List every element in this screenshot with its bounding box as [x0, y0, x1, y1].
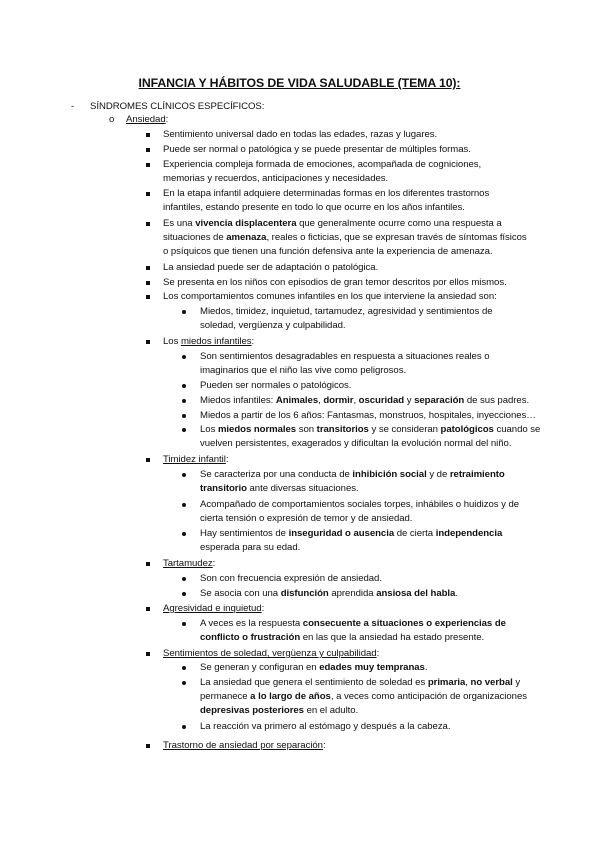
- round-bullet: [182, 428, 186, 432]
- sub-list-item-continuation: cierta tensión o expresión de temor y de ansiedad.: [200, 513, 413, 524]
- section-heading: SÍNDROMES CLÍNICOS ESPECÍFICOS:: [90, 101, 265, 112]
- round-bullet: [182, 414, 186, 418]
- sub-list-item: Se caracteriza por una conducta de inhibición social y de retraimiento: [200, 469, 505, 480]
- sub-list-item: Acompañado de comportamientos sociales torpes, inhábiles o huidizos y de: [200, 499, 520, 510]
- square-bullet: [146, 133, 150, 137]
- square-bullet: [146, 744, 150, 748]
- sub-list-item: A veces es la respuesta consecuente a situaciones o experiencias de: [200, 618, 506, 629]
- subsection-heading: Ansiedad:: [126, 114, 169, 125]
- sub-list-item-continuation: vuelven persistentes, exagerados y dificultan la evolución normal del niño.: [200, 438, 512, 449]
- sub-list-item-continuation: transitorio ante diversas situaciones.: [200, 483, 359, 494]
- sub-list-item: Miedos a partir de los 6 años: Fantasmas, monstruos, hospitales, inyecciones…: [200, 410, 536, 421]
- round-bullet: [182, 384, 186, 388]
- list-item-heading: Trastorno de ansiedad por separación:: [163, 740, 326, 751]
- round-bullet: [182, 503, 186, 507]
- list-item-continuation: situaciones de amenaza, reales o ficticias, que se expresan través de síntomas físicos: [163, 232, 527, 243]
- round-bullet: [182, 622, 186, 626]
- sub-list-item: Miedos infantiles: Animales, dormir, oscuridad y separación de sus padres.: [200, 395, 530, 406]
- sub-list-item: Miedos, timidez, inquietud, tartamudez, agresividad y sentimientos de: [200, 306, 493, 317]
- circle-bullet: o: [109, 114, 115, 125]
- sub-list-item: Son sentimientos desagradables en respuesta a situaciones reales o: [200, 351, 490, 362]
- round-bullet: [182, 666, 186, 670]
- square-bullet: [146, 281, 150, 285]
- list-item-heading: Sentimientos de soledad, vergüenza y culpabilidad:: [163, 648, 380, 659]
- round-bullet: [182, 399, 186, 403]
- round-bullet: [182, 725, 186, 729]
- round-bullet: [182, 355, 186, 359]
- list-item-heading: Tartamudez:: [163, 558, 216, 569]
- list-item: Se presenta en los niños con episodios de gran temor descritos por ellos mismos.: [163, 277, 507, 288]
- sub-list-item-continuation: imaginarios que el niño las vive como peligrosos.: [200, 365, 407, 376]
- list-item-continuation: o psíquicos que tienen una función defensiva ante la experiencia de amenaza.: [163, 246, 493, 257]
- sub-list-item: Se asocia con una disfunción aprendida ansiosa del habla.: [200, 588, 458, 599]
- list-item-heading: Agresividad e inquietud:: [163, 603, 265, 614]
- list-item-heading: Los miedos infantiles:: [163, 336, 255, 347]
- round-bullet: [182, 577, 186, 581]
- list-item-continuation: infantiles, estando presente en todo lo que ocurre en los años infantiles.: [163, 202, 465, 213]
- document-title: INFANCIA Y HÁBITOS DE VIDA SALUDABLE (TEMA 10):: [138, 76, 461, 90]
- round-bullet: [182, 681, 186, 685]
- square-bullet: [146, 192, 150, 196]
- square-bullet: [146, 148, 150, 152]
- list-item: Experiencia compleja formada de emociones, acompañada de cogniciones,: [163, 159, 482, 170]
- list-item: Los comportamientos comunes infantiles en los que interviene la ansiedad son:: [163, 291, 497, 302]
- square-bullet: [146, 295, 150, 299]
- sub-list-item-continuation: soledad, vergüenza y culpabilidad.: [200, 320, 346, 331]
- list-item-heading: Timidez infantil:: [163, 454, 229, 465]
- sub-list-item-continuation: esperada para su edad.: [200, 542, 301, 553]
- sub-list-item: La ansiedad que genera el sentimiento de soledad es primaria, no verbal y: [200, 677, 521, 688]
- square-bullet: [146, 222, 150, 226]
- round-bullet: [182, 473, 186, 477]
- sub-list-item: Los miedos normales son transitorios y se consideran patológicos cuando se: [200, 424, 541, 435]
- sub-list-item: Pueden ser normales o patológicos.: [200, 380, 352, 391]
- sub-list-item: Son con frecuencia expresión de ansiedad.: [200, 573, 382, 584]
- list-item: Puede ser normal o patológica y se puede presentar de múltiples formas.: [163, 144, 471, 155]
- round-bullet: [182, 532, 186, 536]
- list-item: Es una vivencia displacentera que generalmente ocurre como una respuesta a: [163, 218, 502, 229]
- square-bullet: [146, 562, 150, 566]
- sub-list-item: Se generan y configuran en edades muy tempranas.: [200, 662, 428, 673]
- square-bullet: [146, 607, 150, 611]
- list-item: En la etapa infantil adquiere determinadas formas en los diferentes trastornos: [163, 188, 490, 199]
- sub-list-item-continuation: permanece a lo largo de años, a veces como anticipación de organizaciones: [200, 691, 527, 702]
- round-bullet: [182, 592, 186, 596]
- round-bullet: [182, 310, 186, 314]
- square-bullet: [146, 652, 150, 656]
- list-item-continuation: memorias y recuerdos, anticipaciones y necesidades.: [163, 173, 389, 184]
- list-item: Sentimiento universal dado en todas las edades, razas y lugares.: [163, 129, 438, 140]
- sub-list-item-continuation: depresivas posteriores en el adulto.: [200, 705, 359, 716]
- sub-list-item-continuation: conflicto o frustración en las que la ansiedad ha estado presente.: [200, 632, 485, 643]
- square-bullet: [146, 458, 150, 462]
- square-bullet: [146, 340, 150, 344]
- dash-bullet: -: [71, 101, 75, 112]
- sub-list-item: Hay sentimientos de inseguridad o ausencia de cierta independencia: [200, 528, 503, 539]
- sub-list-item: La reacción va primero al estómago y después a la cabeza.: [200, 721, 451, 732]
- square-bullet: [146, 266, 150, 270]
- square-bullet: [146, 163, 150, 167]
- list-item: La ansiedad puede ser de adaptación o patológica.: [163, 262, 379, 273]
